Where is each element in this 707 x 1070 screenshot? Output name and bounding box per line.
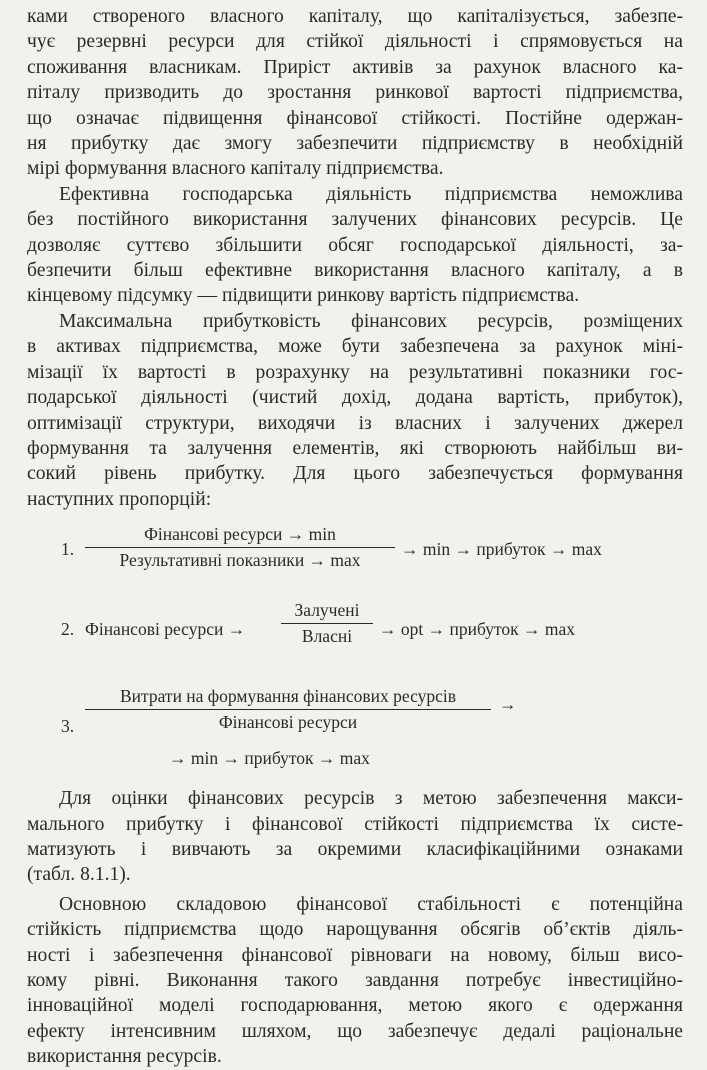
- text-line: кому рівні. Виконання такого завдання потребує інвестиційно-: [27, 969, 683, 991]
- text-line: чує резервні ресурси для стійкої діяльності і спрямовується на: [27, 31, 683, 53]
- text-line: ефекту інтенсивним шляхом, що забезпечує дедалі раціональне: [27, 1020, 683, 1042]
- text-line: ності і забезпечення фінансової рівноваги на новому, більш висо-: [27, 944, 683, 966]
- formula-arrow: →: [499, 694, 517, 715]
- text-line: без постійного використання залучених фінансових ресурсів. Це: [27, 209, 683, 231]
- text-line: Для оцінки фінансових ресурсів з метою забезпечення макси-: [59, 788, 683, 810]
- formula-fraction: [85, 526, 395, 569]
- text-line: Ефективна господарська діяльність підприємства неможлива: [59, 183, 683, 205]
- fraction-numerator: Залучені: [281, 602, 373, 624]
- paragraph-2: [27, 182, 683, 309]
- paragraph-1: [27, 4, 683, 182]
- formula-tail: → min → прибуток → max: [401, 539, 602, 560]
- text-line: стійкість підприємства щодо нарощування обсягів об’єктів діяль-: [27, 919, 683, 941]
- text-line: Максимальна прибутковість фінансових ресурсів, розміщених: [59, 310, 683, 332]
- text-line: ками створеного власного капіталу, що капіталізується, забезпе-: [27, 6, 683, 27]
- text-line: Основною складовою фінансової стабільності є потенційна: [59, 893, 683, 915]
- paragraph-3: [27, 309, 683, 512]
- text-line: використання ресурсів.: [27, 1046, 222, 1068]
- fraction-denominator: Результативні показники → max: [119, 549, 361, 570]
- fraction-denominator: Власні: [301, 625, 353, 646]
- text-line: оптимізації структури, виходячи із власних і залучених джерел: [27, 412, 683, 434]
- formula-fraction: [281, 602, 373, 645]
- text-line: мірі формування власного капіталу підприємства.: [27, 158, 444, 180]
- text-line: безпечити більш ефективне використання власного капіталу, а в: [27, 260, 683, 282]
- text-line: наступних пропорцій:: [27, 488, 212, 510]
- text-line: в активах підприємства, може бути забезпечена за рахунок міні-: [27, 336, 683, 358]
- formula-fraction: [85, 688, 491, 731]
- paragraph-5: [27, 892, 683, 1070]
- formula-tail: → min → прибуток → max: [169, 748, 370, 769]
- paragraph-4: [27, 786, 683, 888]
- formula-1: [27, 526, 683, 578]
- fraction-numerator: Фінансові ресурси → min: [85, 526, 395, 548]
- text-line: формування та залучення елементів, які створюють найбільш ви-: [27, 437, 683, 459]
- text-line: споживання власникам. Приріст активів за рахунок власного ка-: [27, 56, 683, 78]
- text-line: інноваційної моделі господарювання, метою якого є одержання: [27, 995, 683, 1017]
- text-line: матизують і вивчають за окремими класифікаційними ознаками: [27, 838, 683, 860]
- text-line: ня прибутку дає змогу забезпечити підприємству в необхідній: [27, 133, 683, 155]
- text-line: кінцевому підсумку — підвищити ринкову вартість підприємства.: [27, 285, 580, 307]
- text-line: дозволяє суттєво збільшити обсяг господарської діяльності, за-: [27, 234, 683, 256]
- formula-number: 1.: [61, 539, 75, 560]
- fraction-numerator: Витрати на формування фінансових ресурсів: [85, 688, 491, 710]
- text-line: сокий рівень прибутку. Для цього забезпечується формування: [27, 463, 683, 485]
- formula-lead: Фінансові ресурси →: [85, 619, 246, 640]
- formula-number: 2.: [61, 619, 75, 640]
- formula-2: [27, 602, 683, 662]
- text-line: мізації їх вартості в розрахунку на результативні показники гос-: [27, 361, 683, 383]
- text-line: (табл. 8.1.1).: [27, 864, 131, 886]
- text-line: піталу призводить до зростання ринкової вартості підприємства,: [27, 82, 683, 104]
- text-line: подарської діяльності (чистий дохід, додана вартість, прибуток),: [27, 387, 683, 409]
- formula-tail: → opt → прибуток → max: [379, 619, 576, 640]
- fraction-denominator: Фінансові ресурси: [218, 711, 358, 732]
- text-line: мального прибутку і фінансової стійкості підприємства їх систе-: [27, 813, 683, 835]
- formula-3: [27, 688, 683, 776]
- formula-number: 3.: [61, 716, 75, 737]
- text-line: що означає підвищення фінансової стійкості. Постійне одержан-: [27, 107, 683, 129]
